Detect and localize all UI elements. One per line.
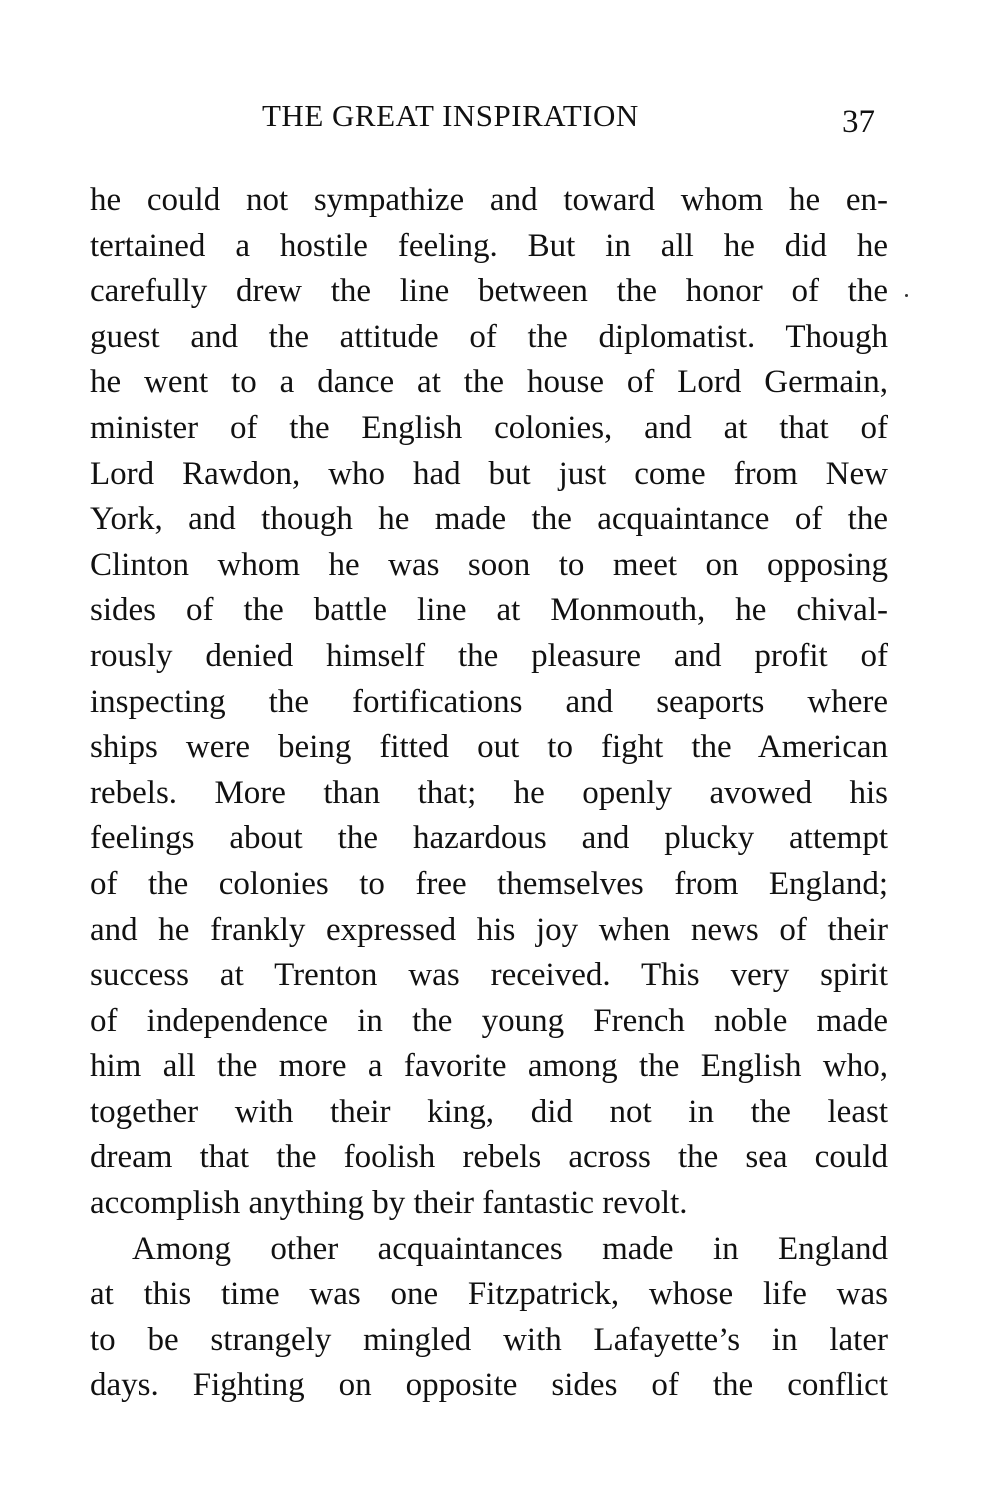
text-line: together with their king, did not in the least <box>90 1093 888 1130</box>
text-line: at this time was one Fitzpatrick, whose life was <box>90 1276 888 1313</box>
text-line: of independence in the young French noble made <box>90 1002 888 1039</box>
text-line: he could not sympathize and toward whom he en- <box>90 182 888 218</box>
text-line: success at Trenton was received. This very spirit <box>90 957 888 994</box>
paragraph-1 <box>90 178 888 1227</box>
running-head: THE GREAT INSPIRATION <box>262 98 639 133</box>
text-line: him all the more a favorite among the English who, <box>90 1048 888 1085</box>
text-line: he went to a dance at the house of Lord Germain, <box>90 364 888 401</box>
text-line: and he frankly expressed his joy when news of their <box>90 911 888 948</box>
text-line: days. Fighting on opposite sides of the conflict <box>90 1367 888 1404</box>
text-line: to be strangely mingled with Lafayette’s in later <box>90 1321 888 1358</box>
paragraph-2 <box>90 1227 888 1409</box>
text-line: Among other acquaintances made in England <box>132 1230 888 1267</box>
text-line: rously denied himself the pleasure and profit of <box>90 637 888 674</box>
page-number: 37 <box>842 104 875 140</box>
text-line: ships were being fitted out to fight the American <box>90 729 888 766</box>
text-line: Lord Rawdon, who had but just come from New <box>90 455 888 492</box>
text-line: inspecting the fortifications and seaports where <box>90 683 888 720</box>
text-line: feelings about the hazardous and plucky attempt <box>90 820 888 857</box>
text-line: dream that the foolish rebels across the sea could <box>90 1139 888 1176</box>
body-text <box>90 178 888 1409</box>
text-line: minister of the English colonies, and at that of <box>90 409 888 446</box>
stray-ink-mark <box>905 294 908 297</box>
text-line: rebels. More than that; he openly avowed his <box>90 774 888 811</box>
text-line: carefully drew the line between the honor of the <box>90 273 888 310</box>
text-line: guest and the attitude of the diplomatist. Though <box>90 318 888 355</box>
text-line: tertained a hostile feeling. But in all he did he <box>90 227 888 264</box>
text-line: York, and though he made the acquaintance of the <box>90 501 888 538</box>
page-header <box>0 98 1000 148</box>
text-line: Clinton whom he was soon to meet on opposing <box>90 546 888 583</box>
text-line: accomplish anything by their fantastic revolt. <box>90 1185 688 1222</box>
text-line: of the colonies to free themselves from England; <box>90 865 888 902</box>
text-line: sides of the battle line at Monmouth, he chival- <box>90 592 888 629</box>
